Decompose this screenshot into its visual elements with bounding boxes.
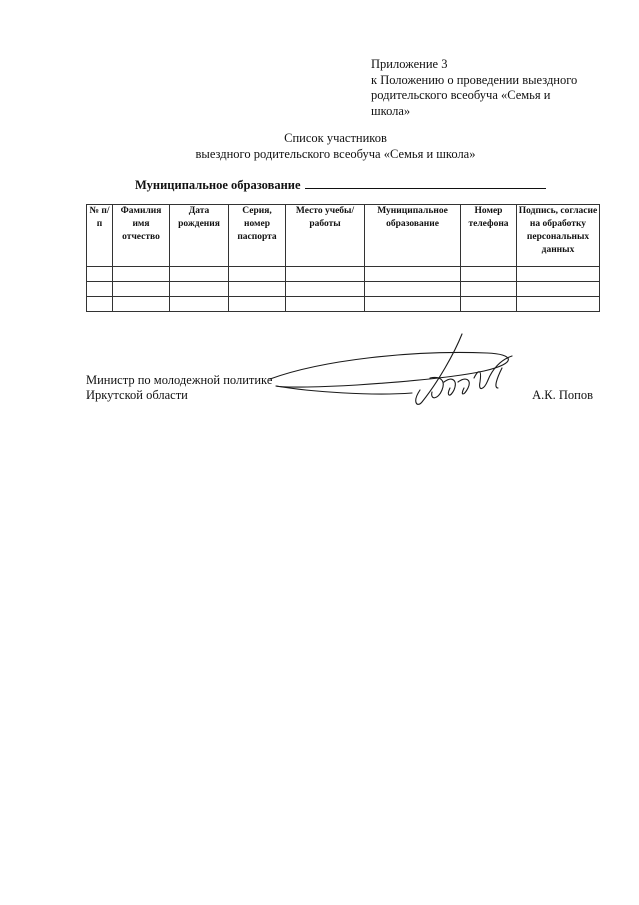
municipality-label: Муниципальное образование (135, 178, 301, 192)
table-cell (365, 267, 461, 282)
table-cell (170, 282, 229, 297)
document-title (0, 131, 639, 162)
municipality-field (135, 176, 546, 193)
table-row (87, 297, 600, 312)
appendix-line-2: к Положению о проведении выездного (371, 72, 578, 87)
table-cell (461, 267, 517, 282)
table-cell (517, 282, 600, 297)
table-cell (365, 297, 461, 312)
signer-name: А.К. Попов (532, 388, 593, 402)
header-study-work-place: Место учебы/работы (286, 205, 365, 267)
table-cell (87, 297, 113, 312)
table-cell (170, 297, 229, 312)
table-row (87, 267, 600, 282)
table-cell (461, 297, 517, 312)
table-cell (87, 267, 113, 282)
appendix-line-4: школа» (371, 103, 411, 118)
table-row (87, 282, 600, 297)
municipality-blank-line (305, 176, 546, 189)
table-cell (229, 297, 286, 312)
table-cell (365, 282, 461, 297)
table-cell (286, 282, 365, 297)
table-header-row (87, 205, 600, 267)
table-cell (170, 267, 229, 282)
table-cell (113, 297, 170, 312)
table-cell (517, 267, 600, 282)
header-full-name: Фамилия имя отчество (113, 205, 170, 267)
header-number: № п/п (87, 205, 113, 267)
handwritten-signature (262, 330, 527, 415)
header-phone: Номер телефона (461, 205, 517, 267)
header-municipality: Муниципальное образование (365, 205, 461, 267)
table-cell (113, 282, 170, 297)
table-cell (87, 282, 113, 297)
appendix-line-1: Приложение 3 (371, 57, 448, 71)
participants-table (86, 204, 600, 312)
table-cell (113, 267, 170, 282)
signer-position-line-1: Министр по молодежной политике (86, 373, 273, 387)
appendix-reference (371, 57, 611, 119)
table-cell (286, 297, 365, 312)
appendix-line-3: родительского всеобуча «Семья и (371, 88, 551, 102)
header-passport: Серия, номер паспорта (229, 205, 286, 267)
table-cell (286, 267, 365, 282)
signer-region: Иркутской области (86, 388, 188, 402)
title-line-2: выездного родительского всеобуча «Семья и школа» (195, 146, 476, 161)
title-line-1: Список участников (284, 131, 387, 145)
table-cell (229, 282, 286, 297)
table-cell (229, 267, 286, 282)
table-cell (517, 297, 600, 312)
header-birth-date: Дата рождения (170, 205, 229, 267)
header-signature-consent: Подпись, согласие на обработку персональных данных (517, 205, 600, 267)
table-cell (461, 282, 517, 297)
